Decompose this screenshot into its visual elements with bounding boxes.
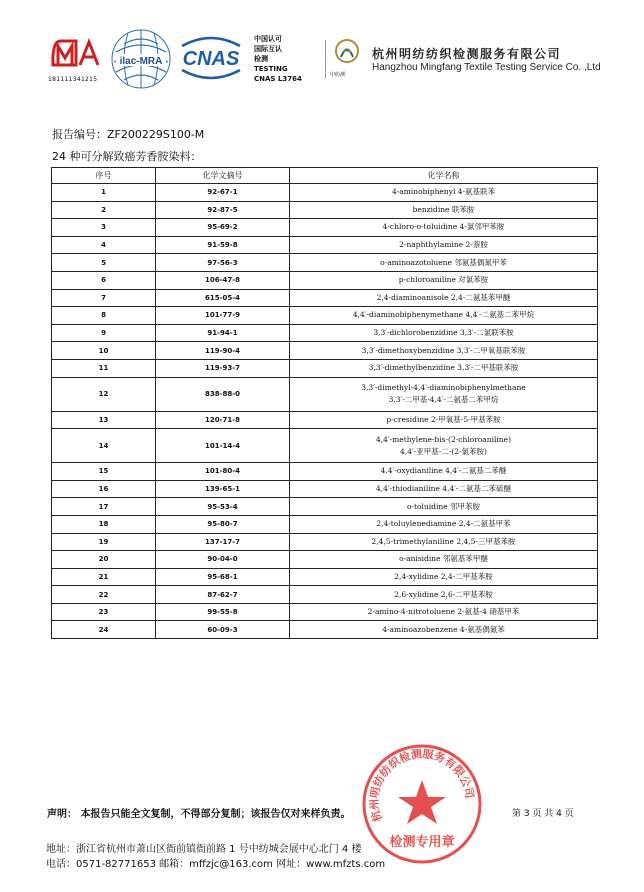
chemical-name-line: 2-amino-4-nitrotoluene 2-氨基-4 硝基甲苯 xyxy=(367,607,520,617)
cma-logo xyxy=(50,38,102,68)
table-row xyxy=(52,377,598,411)
chemical-name xyxy=(290,551,598,569)
cas-number: 90-04-0 xyxy=(156,551,290,569)
cas-number: 95-53-4 xyxy=(156,498,290,516)
table-row xyxy=(52,411,598,429)
table-row xyxy=(52,463,598,481)
chemical-name xyxy=(290,184,598,202)
row-index: 10 xyxy=(52,342,156,360)
company-name-en: Hangzhou Mingfang Textile Testing Service Co. ,Ltd xyxy=(372,62,601,73)
chemical-name xyxy=(290,429,598,463)
inspection-seal xyxy=(360,742,484,866)
chemical-name-line: 4,4′-diaminobiphenymethane 4,4′-二氨基二苯甲烷 xyxy=(352,310,535,320)
chemical-name-line: 3,3′-dichlorobenzidine 3,3′-二氯联苯胺 xyxy=(373,328,514,338)
table-row xyxy=(52,568,598,586)
table-row xyxy=(52,480,598,498)
cas-number: 95-69-2 xyxy=(156,219,290,237)
cas-number: 101-14-4 xyxy=(156,429,290,463)
chemical-name xyxy=(290,533,598,551)
cas-number: 92-87-5 xyxy=(156,201,290,219)
chemical-name-line: 2,4-xylidine 2,4-二甲基苯胺 xyxy=(394,571,493,581)
cnas-logo xyxy=(176,36,246,80)
table-row xyxy=(52,429,598,463)
cas-number: 838-88-0 xyxy=(156,377,290,411)
chemical-name xyxy=(290,289,598,307)
table-row xyxy=(52,201,598,219)
mingfang-logo-caption: 中纺测 xyxy=(330,72,346,78)
cas-number: 119-90-4 xyxy=(156,342,290,360)
row-index: 18 xyxy=(52,515,156,533)
chemical-name-line: 2,4-toluylenediamine 2,4-二氨基甲苯 xyxy=(376,519,511,529)
section-subtitle: 24 种可分解致癌芳香胺染料： xyxy=(52,150,202,163)
chemical-name xyxy=(290,603,598,621)
table-row xyxy=(52,621,598,639)
row-index: 15 xyxy=(52,463,156,481)
header-cas: 化学文摘号 xyxy=(156,168,290,184)
chemical-name-line: o-anisidine 邻氨基苯甲醚 xyxy=(399,554,488,564)
chemical-name-line: 2,4,5-trimethylaniline 2,4,5-三甲基苯胺 xyxy=(371,536,516,546)
chemical-name xyxy=(290,219,598,237)
chemical-name-line: p-cresidine 2-甲氧基-5-甲基苯胺 xyxy=(386,414,501,424)
svg-text:CNAS: CNAS xyxy=(182,48,240,70)
chemical-name-line: 2,4-diaminoanisole 2,4-二氨基苯甲醚 xyxy=(376,292,511,302)
seal-ring-text: 杭州明纺纺织检测服务有限公司 xyxy=(367,747,477,824)
table-row xyxy=(52,515,598,533)
row-index: 7 xyxy=(52,289,156,307)
chemical-name-line: 3,3′-dimethylbenzidine 3,3′-二甲基联苯胺 xyxy=(368,363,519,373)
chemical-name xyxy=(290,324,598,342)
ilac-mra-logo xyxy=(110,28,172,90)
chemical-name xyxy=(290,377,598,411)
row-index: 23 xyxy=(52,603,156,621)
cas-number: 60-09-3 xyxy=(156,621,290,639)
row-index: 8 xyxy=(52,307,156,325)
row-index: 17 xyxy=(52,498,156,516)
cas-number: 119-93-7 xyxy=(156,359,290,377)
chemical-name xyxy=(290,411,598,429)
table-row xyxy=(52,219,598,237)
row-index: 11 xyxy=(52,359,156,377)
chemical-name-line: 2,6-xylidine 2,6-二甲基苯胺 xyxy=(394,589,493,599)
chemical-name xyxy=(290,515,598,533)
seal-star-icon xyxy=(398,780,446,824)
chemical-name-line: 4-aminoazobenzene 4-氨基偶氮苯 xyxy=(382,624,505,634)
table-row xyxy=(52,603,598,621)
cas-number: 120-71-8 xyxy=(156,411,290,429)
chemical-name xyxy=(290,586,598,604)
chemical-name-line: 4,4′-thiodianiline 4,4′-二氨基二苯硫醚 xyxy=(376,484,511,494)
table-row xyxy=(52,324,598,342)
row-index: 22 xyxy=(52,586,156,604)
chemical-name xyxy=(290,359,598,377)
contact-info: 电话：0571-82771653 邮箱：mffzjc@163.com 网址：www.mfzts.com xyxy=(46,859,386,870)
address: 地址：浙江省杭州市萧山区衙前镇衙前路 1 号中纺城会展中心北门 4 楼 xyxy=(46,844,362,855)
row-index: 24 xyxy=(52,621,156,639)
chemical-name-line: 3,3′-dimethoxybenzidine 3,3′-二甲氧基联苯胺 xyxy=(361,345,526,355)
amine-table xyxy=(51,167,598,639)
chemical-name-line: 4-chloro-o-toluidine 4-氯邻甲苯胺 xyxy=(382,222,505,232)
header-divider xyxy=(325,40,326,78)
chemical-name-line: benzidine 联苯胺 xyxy=(412,204,475,214)
row-index: 14 xyxy=(52,429,156,463)
row-index: 19 xyxy=(52,533,156,551)
row-index: 12 xyxy=(52,377,156,411)
chemical-name xyxy=(290,271,598,289)
row-index: 4 xyxy=(52,236,156,254)
cnas-accreditation-text: 中国认可 国际互认 检测 TESTING CNAS L3764 xyxy=(254,35,302,83)
cas-number: 91-59-8 xyxy=(156,236,290,254)
cas-number: 101-77-9 xyxy=(156,307,290,325)
chemical-name-line: 4,4′-oxydianiline 4,4′-二氨基二苯醚 xyxy=(380,466,507,476)
row-index: 9 xyxy=(52,324,156,342)
cas-number: 87-62-7 xyxy=(156,586,290,604)
cas-number: 91-94-1 xyxy=(156,324,290,342)
chemical-name-line: 4-aminobiphenyl 4-氨基联苯 xyxy=(391,187,496,197)
table-row xyxy=(52,289,598,307)
header-chemical-name: 化学名称 xyxy=(290,168,598,184)
row-index: 3 xyxy=(52,219,156,237)
cas-number: 95-68-1 xyxy=(156,568,290,586)
statement: 声明： 本报告只能全文复制，不得部分复制；该报告仅对来样负责。 xyxy=(47,809,351,820)
table-row xyxy=(52,236,598,254)
chemical-name-line: o-toluidine 邻甲苯胺 xyxy=(406,501,481,511)
cas-number: 137-17-7 xyxy=(156,533,290,551)
cas-number: 99-55-8 xyxy=(156,603,290,621)
row-index: 2 xyxy=(52,201,156,219)
row-index: 13 xyxy=(52,411,156,429)
chemical-name-line: o-aminoazotoluene 邻氨基偶氮甲苯 xyxy=(380,257,507,267)
ma-cert-number: 181111341215 xyxy=(48,76,98,83)
company-name-cn: 杭州明纺纺织检测服务有限公司 xyxy=(372,47,562,61)
header-index: 序号 xyxy=(52,168,156,184)
row-index: 5 xyxy=(52,254,156,272)
table-row xyxy=(52,307,598,325)
report-number: 报告编号：ZF200229S100-M xyxy=(52,128,205,141)
row-index: 6 xyxy=(52,271,156,289)
table-row xyxy=(52,254,598,272)
cas-number: 97-56-3 xyxy=(156,254,290,272)
chemical-name xyxy=(290,201,598,219)
table-row xyxy=(52,359,598,377)
chemical-name-line: 3,3′-dimethyl-4,4′-diaminobiphenylmethane xyxy=(361,383,526,393)
table-row xyxy=(52,184,598,202)
row-index: 16 xyxy=(52,480,156,498)
table-row xyxy=(52,342,598,360)
row-index: 20 xyxy=(52,551,156,569)
chemical-name xyxy=(290,342,598,360)
chemical-name-line: 4,4′-methylene-bis-(2-chloroaniline) xyxy=(376,434,511,444)
chemical-name xyxy=(290,307,598,325)
svg-text:ilac-MRA: ilac-MRA xyxy=(119,56,163,67)
table-row xyxy=(52,533,598,551)
cas-number: 92-67-1 xyxy=(156,184,290,202)
table-header-row xyxy=(52,168,598,184)
chemical-name-line: 3,3′-二甲基-4,4′-二氨基二苯甲烷 xyxy=(388,395,499,405)
chemical-name xyxy=(290,498,598,516)
chemical-name xyxy=(290,568,598,586)
chemical-name xyxy=(290,236,598,254)
chemical-name xyxy=(290,480,598,498)
cas-number: 106-47-8 xyxy=(156,271,290,289)
mingfang-logo-icon xyxy=(332,38,362,70)
chemical-name-line: p-chloroaniline 对氯苯胺 xyxy=(398,275,489,285)
cas-number: 139-65-1 xyxy=(156,480,290,498)
page-number: 第 3 页 共 4 页 xyxy=(512,809,574,819)
chemical-name-line: 2-naphthylamine 2-萘胺 xyxy=(399,240,488,250)
seal-center-text: 检测专用章 xyxy=(389,835,455,850)
chemical-name xyxy=(290,254,598,272)
chemical-name xyxy=(290,463,598,481)
table-row xyxy=(52,551,598,569)
row-index: 1 xyxy=(52,184,156,202)
cas-number: 101-80-4 xyxy=(156,463,290,481)
chemical-name xyxy=(290,621,598,639)
table-row xyxy=(52,498,598,516)
table-row xyxy=(52,586,598,604)
table-row xyxy=(52,271,598,289)
cas-number: 95-80-7 xyxy=(156,515,290,533)
row-index: 21 xyxy=(52,568,156,586)
cas-number: 615-05-4 xyxy=(156,289,290,307)
chemical-name-line: 4,4′-亚甲基-二-(2-氯苯胺) xyxy=(400,446,487,456)
